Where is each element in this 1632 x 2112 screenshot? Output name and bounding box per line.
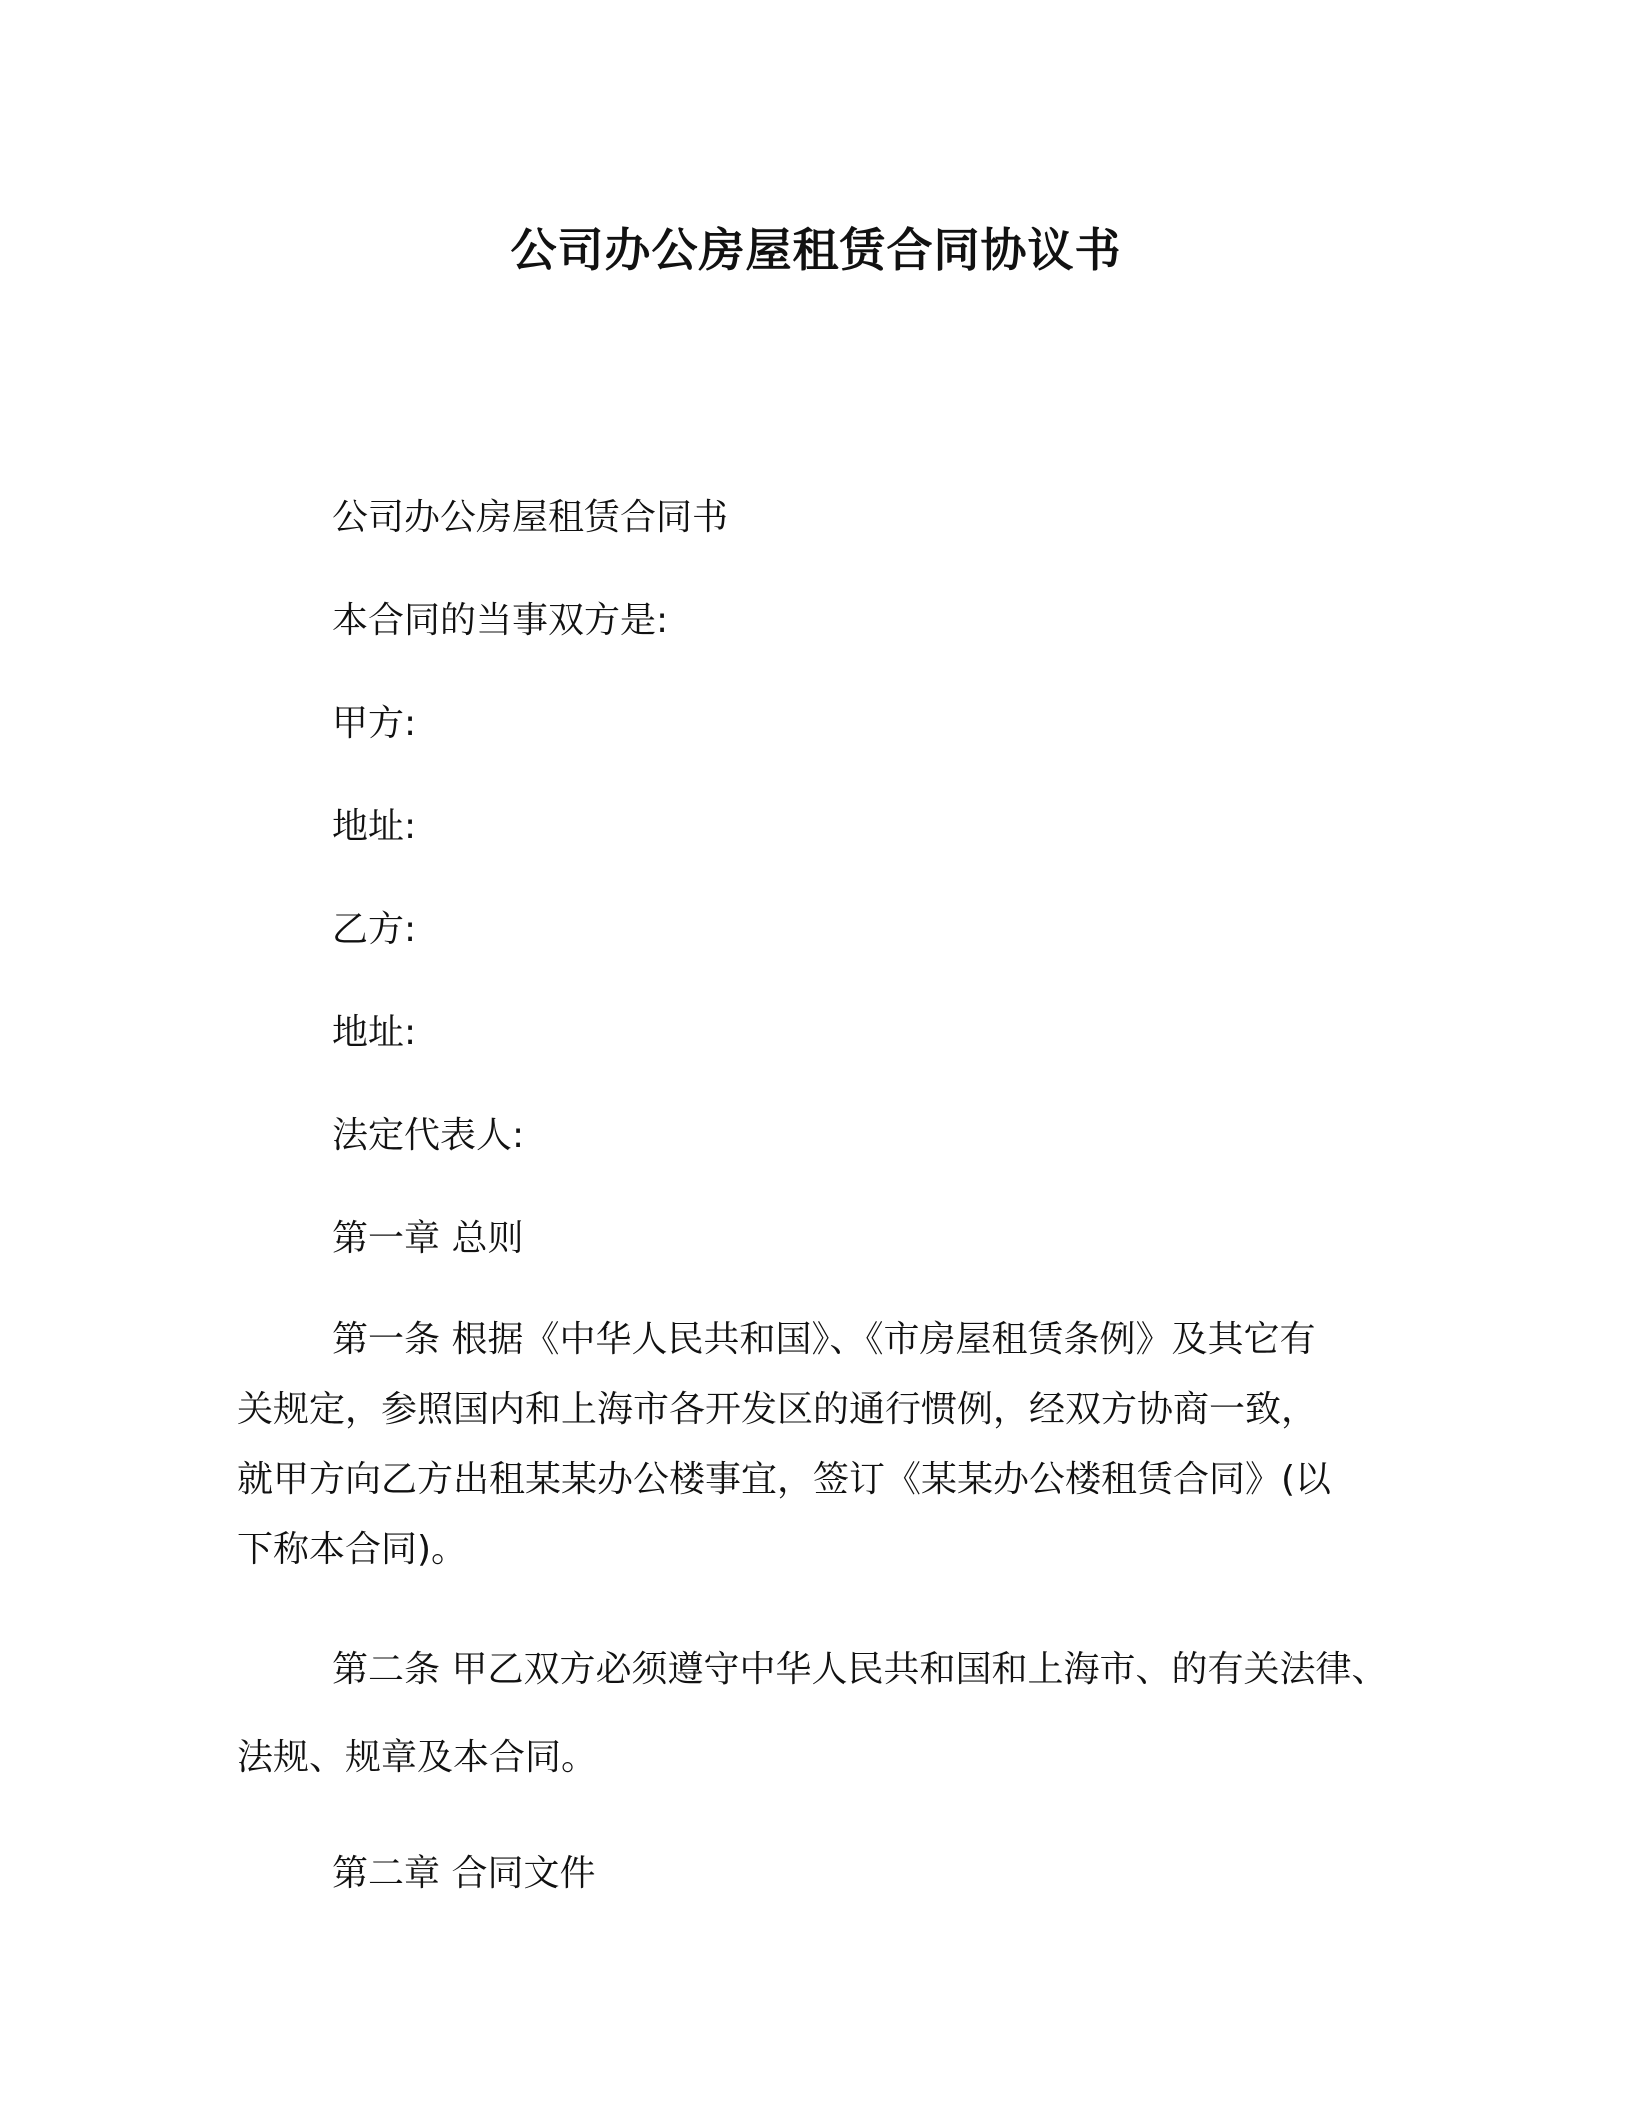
article-1-line: 关规定，参照国内和上海市各开发区的通行惯例，经双方协商一致， xyxy=(237,1389,1318,1430)
article-2-line: 第二条 甲乙双方必须遵守中华人民共和国和上海市、的有关法律、 xyxy=(332,1649,1388,1690)
article-2-line: 法规、规章及本合同。 xyxy=(237,1737,598,1778)
parties-intro-line: 本合同的当事双方是: xyxy=(332,600,669,641)
party-b-label: 乙方: xyxy=(332,909,417,950)
article-2-paragraph xyxy=(237,1648,1417,1780)
article-1-line: 就甲方向乙方出租某某办公楼事宜，签订《某某办公楼租赁合同》(以 xyxy=(237,1459,1332,1500)
legal-representative-label: 法定代表人: xyxy=(332,1115,525,1156)
chapter-2-heading: 第二章 合同文件 xyxy=(332,1853,596,1894)
article-1-line: 下称本合同)。 xyxy=(237,1529,468,1570)
chapter-1-heading: 第一章 总则 xyxy=(332,1218,524,1259)
party-a-address-label: 地址: xyxy=(332,806,417,847)
party-b-address-label: 地址: xyxy=(332,1012,417,1053)
article-1-paragraph xyxy=(237,1318,1417,1572)
document-title: 公司办公房屋租赁合同协议书 xyxy=(510,223,1122,277)
subtitle-line: 公司办公房屋租赁合同书 xyxy=(332,497,729,538)
article-1-line: 第一条 根据《中华人民共和国》、《市房屋租赁条例》及其它有 xyxy=(332,1319,1316,1360)
party-a-label: 甲方: xyxy=(332,703,417,744)
